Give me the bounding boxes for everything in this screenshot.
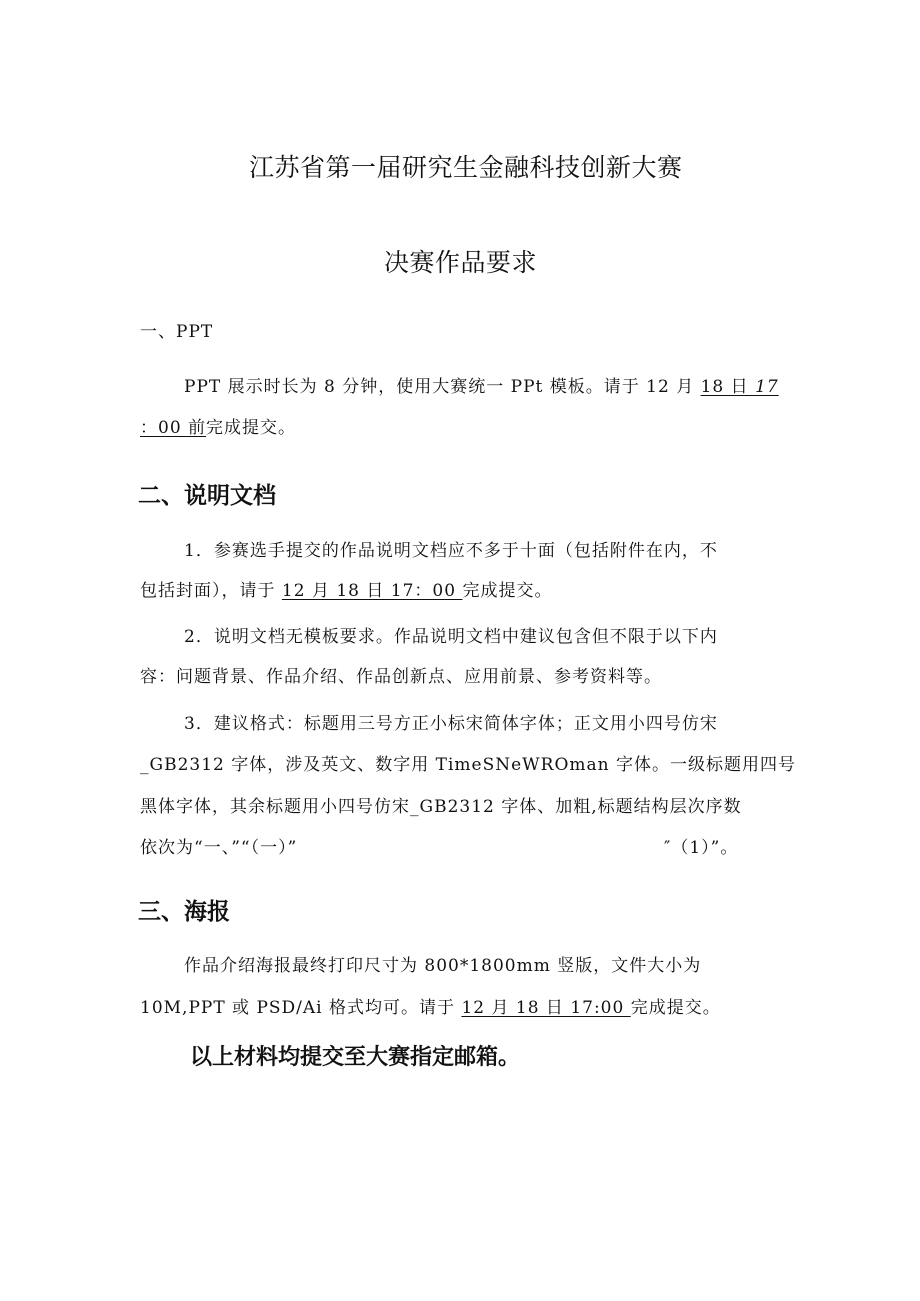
section-2-item-3-line-3: 黑体字体，其余标题用小四号仿宋_GB2312 字体、加粗,标题结构层次序数 bbox=[140, 797, 742, 817]
section-1-heading: 一、PPT bbox=[140, 322, 214, 342]
section-2-deadline: 12 月 18 日 17：00 bbox=[281, 581, 463, 601]
section-2-item-3-line-2: _GB2312 字体，涉及英文、数字用 TimeSNeWROman 字体。一级标题用四号 bbox=[140, 755, 796, 775]
section-1-text-end: 完成提交。 bbox=[206, 418, 297, 438]
section-3-text: 10M,PPT 或 PSD/Ai 格式均可。请于 bbox=[140, 998, 462, 1018]
section-1-paragraph-line-1 bbox=[184, 372, 779, 397]
section-2-item-1-line-2 bbox=[140, 576, 552, 601]
section-1-deadline-time: ：00 前 bbox=[140, 418, 207, 438]
section-2-item-3-line-4a: 依次为“一、”“（一）” bbox=[140, 838, 298, 858]
closing-note: 以上材料均提交至大赛指定邮箱。 bbox=[190, 1045, 521, 1070]
section-2-item-3-line-1: 3．建议格式：标题用三号方正小标宋简体字体；正文用小四号仿宋 bbox=[184, 714, 718, 734]
document-title: 江苏省第一届研究生金融科技创新大赛 bbox=[249, 153, 683, 182]
section-3-text-end: 完成提交。 bbox=[630, 998, 721, 1018]
document-subtitle: 决赛作品要求 bbox=[384, 248, 538, 277]
section-1-deadline-date: 18 日 bbox=[700, 377, 756, 397]
section-1-deadline-hour: 17 bbox=[755, 377, 779, 397]
section-1-paragraph-line-2 bbox=[140, 413, 296, 438]
section-1-text: PPT 展示时长为 8 分钟，使用大赛统一 PPt 模板。请于 12 月 bbox=[184, 377, 701, 397]
section-2-item-1-text: 包括封面），请于 bbox=[140, 581, 282, 601]
section-3-line-1: 作品介绍海报最终打印尺寸为 800*1800mm 竖版，文件大小为 bbox=[184, 956, 702, 976]
section-2-heading: 二、说明文档 bbox=[138, 483, 276, 509]
section-2-item-1-text-end: 完成提交。 bbox=[462, 581, 553, 601]
section-2-item-3-line-4b: ″（1）”。 bbox=[664, 838, 739, 858]
section-3-deadline: 12 月 18 日 17:00 bbox=[461, 998, 631, 1018]
section-2-item-1-line-1: 1．参赛选手提交的作品说明文档应不多于十面（包括附件在内，不 bbox=[184, 541, 718, 561]
section-3-line-2 bbox=[140, 993, 721, 1018]
section-2-item-2-line-1: 2．说明文档无模板要求。作品说明文档中建议包含但不限于以下内 bbox=[184, 627, 718, 647]
section-3-heading: 三、海报 bbox=[138, 899, 230, 925]
section-2-item-2-line-2: 容：问题背景、作品介绍、作品创新点、应用前景、参考资料等。 bbox=[140, 667, 662, 687]
